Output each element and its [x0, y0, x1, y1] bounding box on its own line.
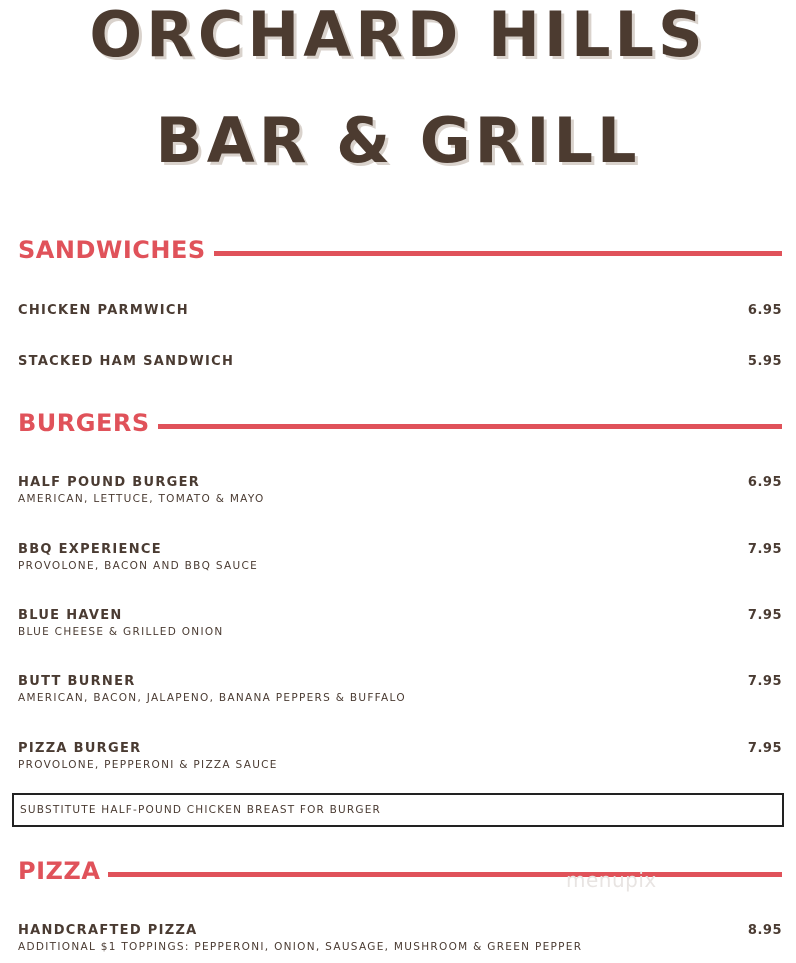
section-title: PIZZA — [18, 857, 101, 885]
item-description: PROVOLONE, BACON AND BBQ SAUCE — [18, 560, 259, 572]
item-name: PIZZA BURGER — [18, 741, 142, 756]
restaurant-name-line-2: BAR & GRILL — [155, 104, 641, 177]
section-divider — [158, 424, 782, 429]
section-divider — [108, 872, 782, 877]
menu-item — [18, 674, 782, 704]
section-title: BURGERS — [18, 409, 150, 437]
item-description: AMERICAN, LETTUCE, TOMATO & MAYO — [18, 493, 265, 505]
item-name: HANDCRAFTED PIZZA — [18, 923, 198, 938]
item-description: AMERICAN, BACON, JALAPENO, BANANA PEPPERS & BUFFALO — [18, 692, 406, 704]
section-header-burgers — [18, 406, 782, 440]
item-price: 7.95 — [747, 608, 782, 623]
item-price: 7.95 — [747, 542, 782, 557]
watermark: menupix — [566, 868, 657, 892]
section-header-pizza — [18, 854, 782, 888]
item-price: 6.95 — [747, 475, 782, 490]
menu-item — [18, 475, 782, 505]
section-header-sandwiches — [18, 233, 782, 267]
section-title: SANDWICHES — [18, 236, 206, 264]
item-name: STACKED HAM SANDWICH — [18, 354, 235, 369]
menu-item — [18, 923, 782, 953]
menu-item — [18, 303, 782, 318]
item-price: 7.95 — [747, 741, 782, 756]
menu-item — [18, 354, 782, 369]
item-name: CHICKEN PARMWICH — [18, 303, 189, 318]
item-name: BBQ EXPERIENCE — [18, 542, 162, 557]
section-divider — [214, 251, 782, 256]
item-description: ADDITIONAL $1 TOPPINGS: PEPPERONI, ONION, SAUSAGE, MUSHROOM & GREEN PEPPER — [18, 941, 583, 953]
item-price: 7.95 — [747, 674, 782, 689]
item-price: 5.95 — [747, 354, 782, 369]
substitution-note: SUBSTITUTE HALF-POUND CHICKEN BREAST FOR BURGER — [12, 793, 784, 827]
restaurant-name-line-1: ORCHARD HILLS — [89, 0, 707, 71]
item-description: PROVOLONE, PEPPERONI & PIZZA SAUCE — [18, 759, 278, 771]
menu-item — [18, 542, 782, 572]
item-price: 8.95 — [747, 923, 782, 938]
item-name: HALF POUND BURGER — [18, 475, 201, 490]
menu-item — [18, 741, 782, 771]
item-name: BLUE HAVEN — [18, 608, 123, 623]
item-name: BUTT BURNER — [18, 674, 136, 689]
item-price: 6.95 — [747, 303, 782, 318]
menu-item — [18, 608, 782, 638]
item-description: BLUE CHEESE & GRILLED ONION — [18, 626, 224, 638]
